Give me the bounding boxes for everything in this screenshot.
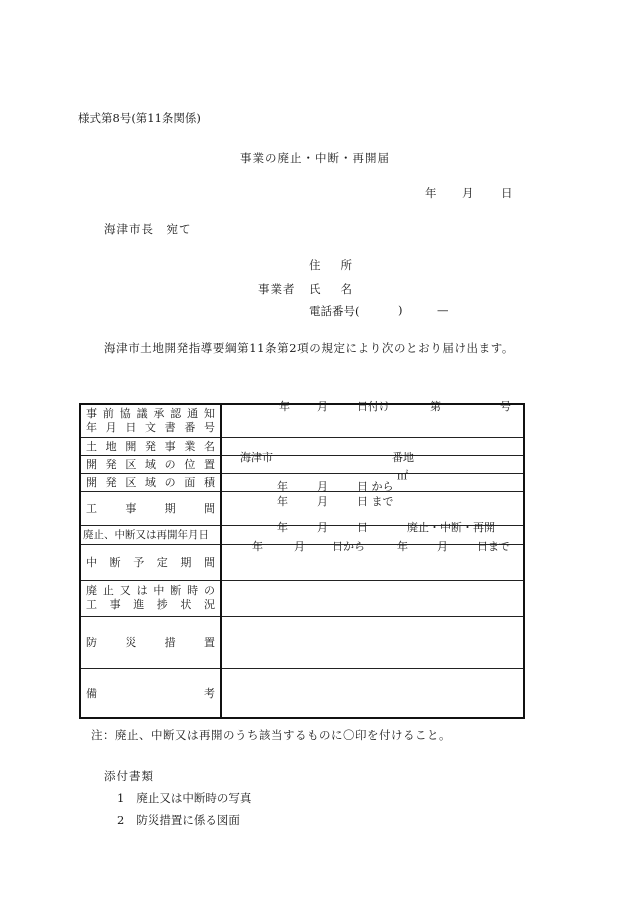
period-from-year: 年 — [277, 479, 288, 493]
date-year-label: 年 — [425, 186, 437, 200]
notification-table — [79, 400, 525, 719]
date-month-label: 月 — [462, 186, 474, 200]
suspend-from-day: 日から — [332, 539, 365, 553]
site-area-unit: ㎡ — [397, 468, 408, 482]
attachment-number: 1 — [117, 791, 125, 805]
attachment-item — [117, 790, 251, 806]
disaster-measures-label: 防災措置 — [80, 616, 221, 668]
phone-label: 電話番号( — [309, 304, 360, 318]
progress-label-line2: 工事進捗状況 — [86, 598, 215, 611]
table-row — [80, 616, 524, 668]
attachment-text: 廃止又は中断時の写真 — [136, 791, 252, 805]
phone-dash: — — [437, 303, 449, 317]
site-city: 海津市 — [240, 450, 273, 464]
period-from-month: 月 — [317, 479, 328, 493]
label-cell — [80, 580, 221, 616]
phone-paren: ) — [398, 303, 403, 317]
site-location-label: 開発区域の位置 — [80, 455, 221, 473]
site-area-label: 開発区域の面積 — [80, 473, 221, 491]
table-row — [80, 580, 524, 616]
period-to-day: 日 まで — [357, 494, 394, 508]
approval-day: 日付け — [357, 400, 390, 413]
status-year: 年 — [277, 520, 288, 534]
status-choice: 廃止・中断・再開 — [407, 520, 495, 534]
suspend-to-year: 年 — [397, 539, 408, 553]
period-to-month: 月 — [317, 494, 328, 508]
suspension-period-label: 中断予定期間 — [80, 544, 221, 580]
approval-year: 年 — [279, 400, 290, 413]
label-cell — [80, 404, 221, 437]
table-row — [80, 404, 524, 437]
name-label: 氏名 — [309, 282, 372, 296]
period-to-year: 年 — [277, 494, 288, 508]
suspend-from-year: 年 — [252, 539, 263, 553]
table-row — [80, 455, 524, 473]
table-row — [80, 473, 524, 491]
project-name-label: 土地開発事業名 — [80, 437, 221, 455]
approval-month: 月 — [317, 400, 328, 413]
attachment-text: 防災措置に係る図面 — [136, 813, 240, 827]
suspension-period-value[interactable] — [221, 539, 524, 580]
attachment-number: 2 — [117, 813, 125, 827]
applicant-label: 事業者 — [258, 282, 296, 296]
table-row — [80, 668, 524, 718]
footnote: 注：廃止、中断又は再開のうち該当するものに〇印を付けること。 — [91, 728, 451, 742]
approval-value-cell[interactable] — [221, 400, 524, 437]
disaster-measures-value[interactable] — [221, 616, 524, 668]
approval-no-suffix: 号 — [500, 400, 511, 413]
addressee: 海津市長 宛て — [104, 222, 192, 236]
status-date-label: 廃止、中断又は再開年月日 — [80, 525, 221, 544]
statement: 海津市土地開発指導要綱第11条第2項の規定により次のとおり届け出ます。 — [104, 341, 515, 355]
attachments-title: 添付書類 — [104, 769, 154, 783]
form-number: 様式第8号(第11条関係) — [78, 111, 201, 125]
status-day: 日 — [357, 520, 368, 534]
suspend-to-day: 日まで — [477, 539, 510, 553]
document-title: 事業の廃止・中断・再開届 — [240, 151, 390, 165]
suspend-from-month: 月 — [294, 539, 305, 553]
suspend-to-month: 月 — [437, 539, 448, 553]
remarks-value[interactable] — [221, 668, 524, 718]
site-location-value[interactable] — [221, 450, 524, 473]
table-row — [80, 544, 524, 580]
attachment-item — [117, 812, 240, 828]
construction-period-label: 工事期間 — [80, 491, 221, 525]
approval-no-prefix: 第 — [430, 400, 441, 413]
approval-label-line2: 年月日文書番号 — [86, 420, 215, 434]
status-month: 月 — [317, 520, 328, 534]
progress-value[interactable] — [221, 580, 524, 616]
remarks-label: 備考 — [80, 668, 221, 718]
progress-label-line1: 廃止又は中断時の — [86, 584, 215, 597]
date-day-label: 日 — [501, 186, 513, 200]
address-label: 住所 — [309, 258, 372, 272]
site-lot: 番地 — [392, 450, 414, 464]
period-from-day: 日 から — [357, 479, 394, 493]
approval-label-line1: 事前協議承認通知 — [86, 406, 215, 420]
table-row — [80, 437, 524, 455]
